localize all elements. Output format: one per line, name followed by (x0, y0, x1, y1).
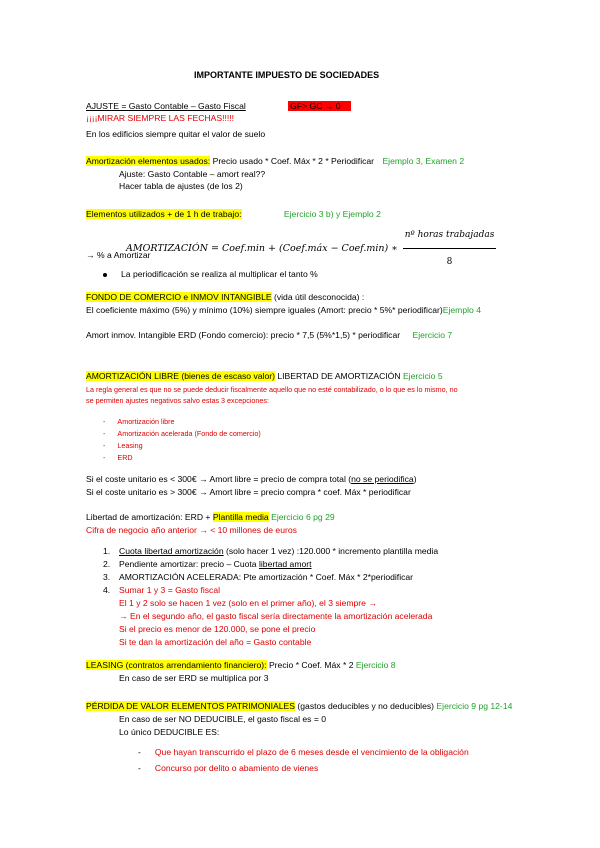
equation-denominator: 8 (446, 257, 453, 267)
deducible-text: Concurso por delito o abamiento de vienes (154, 763, 319, 773)
step-item: 4. Sumar 1 y 3 = Gasto fiscal (103, 585, 221, 595)
amort-usados-formula: Precio usado * Coef. Máx * 2 * Periodificar (210, 156, 375, 166)
deducible-text: Que hayan transcurrido el plazo de 6 meses desde el vencimiento de la obligación (154, 747, 469, 757)
excepcion-item: - Amortización libre (103, 417, 175, 426)
libre-label: AMORTIZACIÓN LIBRE (bienes de escaso valor) (86, 371, 275, 381)
plantilla-media: Plantilla media (212, 512, 269, 522)
cifra-negocio: Cifra de negocio año anterior → < 10 millones de euros (86, 525, 297, 535)
coste-menor-text: Si el coste unitario es < 300€ → Amort libre = precio de compra total ( (86, 474, 352, 484)
excepcion-label: ERD (117, 453, 133, 462)
excepcion-item: - Amortización acelerada (Fondo de comercio) (103, 429, 261, 438)
unico-deducible: Lo único DEDUCIBLE ES: (119, 727, 220, 737)
coste-mayor-300: Si el coste unitario es > 300€ → Amort libre = precio compra * coef. Máx * periodificar (86, 487, 411, 497)
regla-general-2: se permiten ajustes negativos salvo estas 3 excepciones: (86, 396, 269, 405)
intangible-erd-line (86, 330, 452, 341)
perdida-rest: (gastos deducibles y no deducibles) (295, 701, 437, 711)
step-item: 1. Cuota libertad amortización (solo hacer 1 vez) :120.000 * incremento plantilla media (103, 546, 439, 556)
amort-usados-ajuste: Ajuste: Gasto Contable – amort real?? (119, 169, 266, 179)
leasing-rest: Precio * Coef. Máx * 2 (266, 660, 356, 670)
perdida-ref: Ejercicio 9 pg 12-14 (436, 701, 513, 711)
equation-fraction (403, 222, 497, 275)
libertad-ref: Ejercicio 6 pg 29 (268, 512, 335, 522)
step-text: (solo hacer 1 vez) :120.000 * incremento plantilla media (223, 546, 439, 556)
amortizacion-equation (126, 222, 496, 275)
fondo-line (86, 292, 364, 303)
libertad-sub3: Si el precio es menor de 120.000, se pone el precio (119, 624, 316, 634)
no-periodifica: no se periodifica (351, 474, 414, 484)
libertad-sub2: → En el segundo año, el gasto fiscal sería directamente la amortización acelerada (119, 611, 433, 621)
elementos-turno-label: Elementos utilizados + de 1 h de trabajo: (86, 209, 242, 219)
fondo-coeficiente-line (86, 305, 481, 316)
regla-general-1: La regla general es que no se puede deducir fiscalmente aquello que no esté contabilizado, o lo que es lo mismo, no (86, 385, 458, 394)
leasing-label: LEASING (contratos arrendamiento financiero): (86, 660, 267, 670)
fondo-rest: (vida útil desconocida) : (271, 292, 365, 302)
periodificacion-bullet (103, 269, 318, 280)
amort-usados-ref: Ejemplo 3, Examen 2 (382, 156, 465, 166)
libertad-sub4: Si te dan la amortización del año = Gasto contable (119, 637, 312, 647)
amort-usados-line (86, 156, 464, 167)
libertad-line (86, 512, 335, 523)
leasing-ref: Ejercicio 8 (355, 660, 396, 670)
ajuste-line (86, 101, 351, 112)
deducible-item: - Que hayan transcurrido el plazo de 6 meses desde el vencimiento de la obligación (138, 747, 469, 757)
coste-menor-close: ) (413, 474, 417, 484)
edificios-note: En los edificios siempre quitar el valor de suelo (86, 129, 266, 139)
step-item: 2. Pendiente amortizar: precio – Cuota libertad amort (103, 559, 312, 569)
step-text: Pendiente amortizar: precio – Cuota (119, 559, 259, 569)
perdida-line (86, 701, 512, 712)
leasing-line (86, 660, 396, 671)
step-underline: Cuota libertad amortización (119, 546, 224, 556)
mirar-fechas: ¡¡¡¡MIRAR SIEMPRE LAS FECHAS!!!!! (86, 113, 235, 123)
libre-rest: LIBERTAD DE AMORTIZACIÓN (274, 371, 403, 381)
ajuste-badge: GF> GC → 0 (288, 101, 350, 111)
coste-menor-300 (86, 474, 417, 485)
step-underline: libertad amort (258, 559, 312, 569)
perdida-label: PÉRDIDA DE VALOR ELEMENTOS PATRIMONIALES (86, 701, 296, 711)
libertad-sub1: El 1 y 2 solo se hacen 1 vez (solo en el primer año), el 3 siempre → (119, 598, 377, 608)
excepcion-label: Amortización libre (117, 417, 175, 426)
libertad-label: Libertad de amortización: ERD + (86, 512, 213, 522)
equation-numerator: nº horas trabajadas (403, 222, 497, 249)
ajuste-text: AJUSTE = Gasto Contable – Gasto Fiscal (86, 101, 246, 111)
fondo-label: FONDO DE COMERCIO e INMOV INTANGIBLE (86, 292, 272, 302)
intangible-erd: Amort inmov. Intangible ERD (Fondo comercio): precio * 7,5 (5%*1,5) * periodificar (86, 330, 401, 340)
amort-usados-label: Amortización elementos usados: (86, 156, 211, 166)
no-deducible: En caso de ser NO DEDUCIBLE, el gasto fiscal es = 0 (119, 714, 327, 724)
periodificacion-text: La periodificación se realiza al multiplicar el tanto % (121, 269, 318, 279)
step-item: 3. AMORTIZACIÓN ACELERADA: Pte amortización * Coef. Máx * 2*periodificar (103, 572, 414, 582)
elementos-turno-ref: Ejercicio 3 b) y Ejemplo 2 (283, 209, 381, 219)
excepcion-item: - Leasing (103, 441, 143, 450)
libre-line (86, 371, 443, 382)
fondo-coeficiente-ref: Ejemplo 4 (442, 305, 481, 315)
leasing-erd: En caso de ser ERD se multiplica por 3 (119, 673, 269, 683)
excepcion-label: Leasing (117, 441, 143, 450)
elementos-turno-line (86, 209, 381, 220)
libre-ref: Ejercicio 5 (402, 371, 443, 381)
porcentaje-amortizar: → % a Amortizar (86, 250, 151, 260)
fondo-coeficiente: El coeficiente máximo (5%) y mínimo (10%) siempre iguales (Amort: precio * 5%* periodificar) (86, 305, 443, 315)
step-text: Sumar 1 y 3 = Gasto fiscal (119, 585, 221, 595)
step-text: AMORTIZACIÓN ACELERADA: Pte amortización * Coef. Máx * 2*periodificar (119, 572, 414, 582)
bullet-dot (103, 273, 107, 277)
page-title: IMPORTANTE IMPUESTO DE SOCIEDADES (194, 70, 380, 80)
excepcion-label: Amortización acelerada (Fondo de comercio) (117, 429, 261, 438)
intangible-erd-ref: Ejercicio 7 (412, 330, 453, 340)
amort-usados-tabla: Hacer tabla de ajustes (de los 2) (119, 181, 243, 191)
deducible-item: - Concurso por delito o abamiento de vienes (138, 763, 319, 773)
equation-left: AMORTIZACIÓN = Coef.min + (Coef.máx − Coef.min) ∗ (126, 243, 398, 254)
excepcion-item: - ERD (103, 453, 133, 462)
